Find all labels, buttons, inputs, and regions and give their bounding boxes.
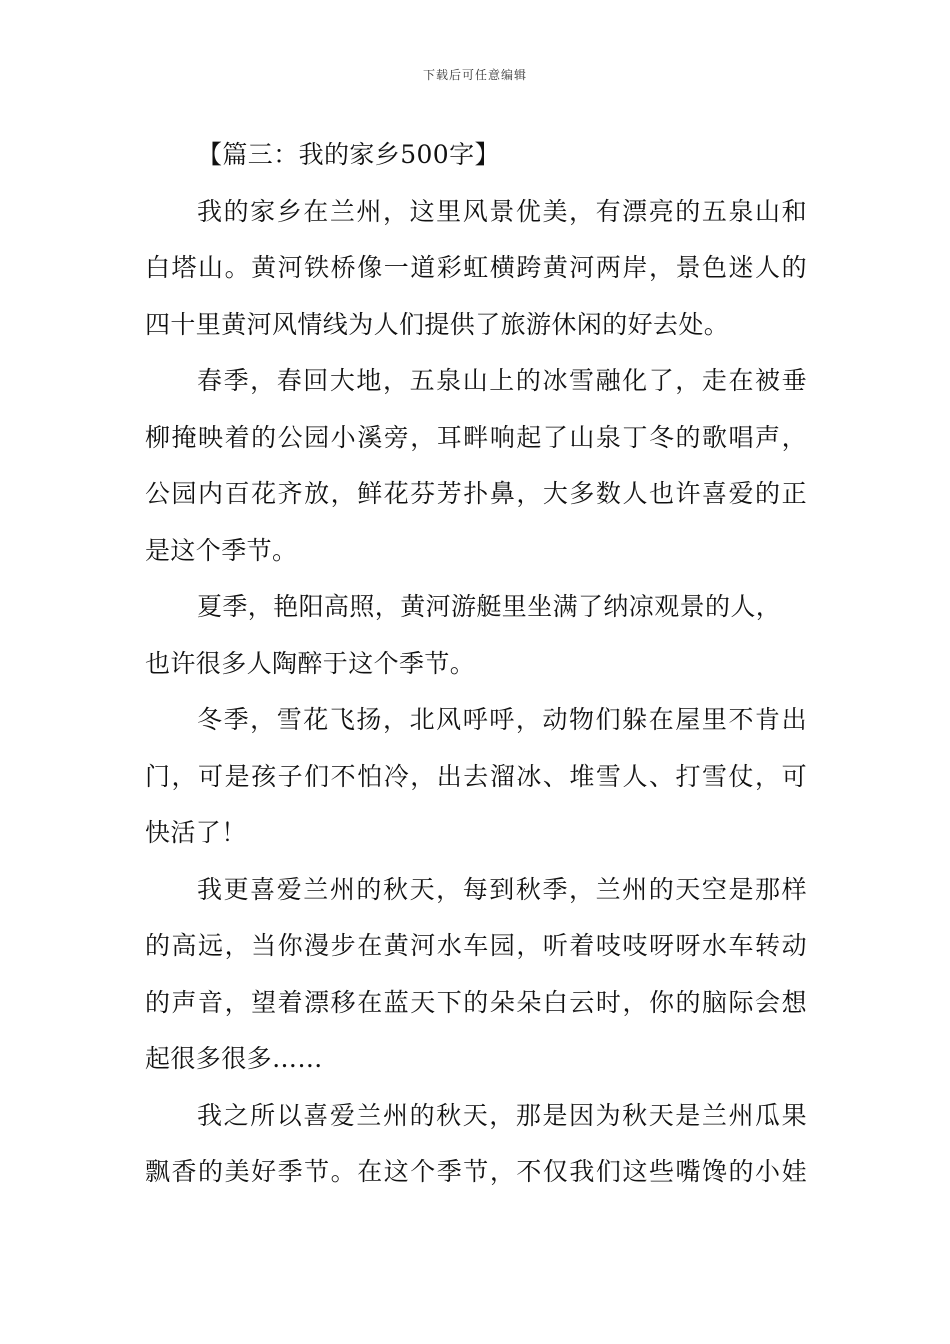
paragraph-line: 我的家乡在兰州，这里风景优美，有漂亮的五泉山和 [197, 196, 807, 226]
paragraph-line: 冬季，雪花飞扬，北风呼呼，动物们躲在屋里不肯出 [197, 705, 807, 734]
paragraph-line: 春季，春回大地，五泉山上的冰雪融化了，走在被垂 [197, 366, 807, 395]
paragraph-line: 的声音，望着漂移在蓝天下的朵朵白云时，你的脑际会想 [145, 987, 807, 1017]
paragraph-line: 的高远，当你漫步在黄河水车园，听着吱吱呀呀水车转动 [145, 931, 807, 960]
paragraph-line: 夏季，艳阳高照，黄河游艇里坐满了纳凉观景的人， [197, 592, 782, 621]
paragraph-line: 起很多很多…… [145, 1044, 323, 1073]
paragraph-line: 快活了！ [145, 818, 247, 847]
document-title: 【篇三：我的家乡500字】 [197, 140, 500, 169]
paragraph-line: 门，可是孩子们不怕冷，出去溜冰、堆雪人、打雪仗，可 [145, 761, 807, 791]
paragraph-line: 飘香的美好季节。在这个季节，不仅我们这些嘴馋的小娃 [145, 1157, 807, 1186]
paragraph-line: 公园内百花齐放，鲜花芬芳扑鼻，大多数人也许喜爱的正 [145, 479, 807, 508]
paragraph-line: 我之所以喜爱兰州的秋天，那是因为秋天是兰州瓜果 [197, 1100, 807, 1130]
document-body [145, 127, 807, 1201]
page-header: 下载后可任意编辑 [422, 68, 527, 82]
paragraph-line: 也许很多人陶醉于这个季节。 [145, 648, 476, 678]
paragraph-line: 我更喜爱兰州的秋天，每到秋季，兰州的天空是那样 [197, 874, 807, 904]
paragraph-line: 白塔山。黄河铁桥像一道彩虹横跨黄河两岸，景色迷人的 [145, 253, 807, 282]
paragraph-line: 四十里黄河风情线为人们提供了旅游休闲的好去处。 [145, 309, 730, 339]
paragraph-line: 是这个季节。 [145, 535, 298, 565]
paragraph-line: 柳掩映着的公园小溪旁，耳畔响起了山泉丁冬的歌唱声， [145, 422, 807, 452]
